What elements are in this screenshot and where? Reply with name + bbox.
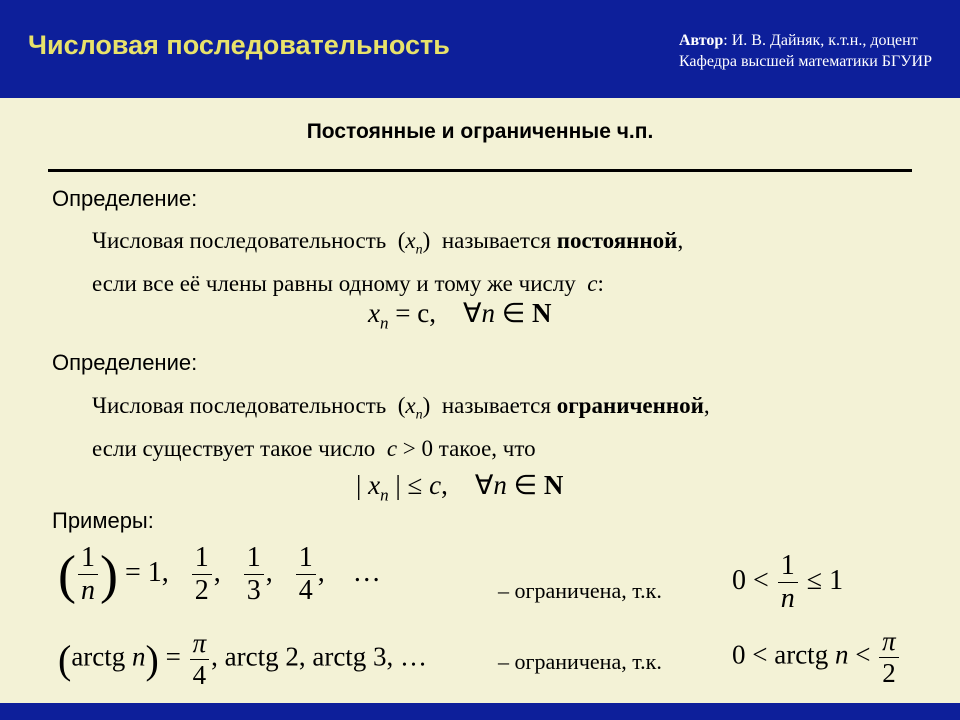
example-2-note: – ограничена, т.к. [498,649,662,674]
example-2-sequence: (arctg n) = $\frac{\pi}{4}$ , arctg 2, arctg 3, … [58,628,428,690]
divider [48,169,912,172]
def1-term: постоянной [556,228,678,253]
definition-2-line-2: если существует такое число c > 0 такое, что [92,436,536,461]
author-label: Автор [678,32,724,49]
example-1-sequence: ( $\frac{1}{n}$ ) = 1, $\frac{1}{2}$ , $\frac{1}{3}$ , $\frac{1}{4}$ , … [58,542,381,606]
slide-title: Числовая последовательность [28,30,450,60]
def1-formula-rest: = c, [395,298,436,328]
department: Кафедра высшей математики БГУИР [678,53,932,70]
def1-text-line2: если все её члены равны одному и тому же числу [92,271,576,296]
def1-text-a: Числовая последовательность [92,228,387,253]
examples-heading: Примеры: [52,508,154,533]
author-name: : И. В. Дайняк, к.т.н., доцент [723,32,918,49]
def2-text-a2: если существует такое число [92,436,376,461]
author-info [679,30,932,72]
definition-2-heading: Определение: [52,350,198,375]
definition-1-heading: Определение: [52,186,198,211]
example-2-terms: arctg 2, arctg 3, … [224,641,428,672]
example-2-bound: 0 < arctg n < $\frac{\pi}{2}$ [732,626,901,689]
def1-text-b: называется [441,228,551,253]
def2-text-b: называется [441,393,551,418]
definition-1-line-2: если все её члены равны одному и тому же числу c: [92,271,604,296]
def2-text-b2: такое, что [438,436,536,461]
def2-term: ограниченной [556,393,704,418]
definition-2-line-1: Числовая последовательность $(x_n)$ называется ограниченной, [92,393,710,423]
example-1-bound: 0 < $\frac{1}{n}$ ≤ 1 [732,550,844,614]
section-subtitle: Постоянные и ограниченные ч.п. [306,120,654,143]
example-1-note: – ограничена, т.к. [498,578,662,603]
slide-footer [0,703,960,720]
definition-1-line-1: Числовая последовательность $(x_n)$ называется постоянной, [92,228,684,258]
definition-1-formula: $x_n = c$, ∀n ∈ N [368,298,552,333]
def2-text-a: Числовая последовательность [92,393,387,418]
slide-header [0,0,960,98]
definition-2-formula: | $x_n$ | ≤ c, ∀n ∈ N [356,470,564,505]
